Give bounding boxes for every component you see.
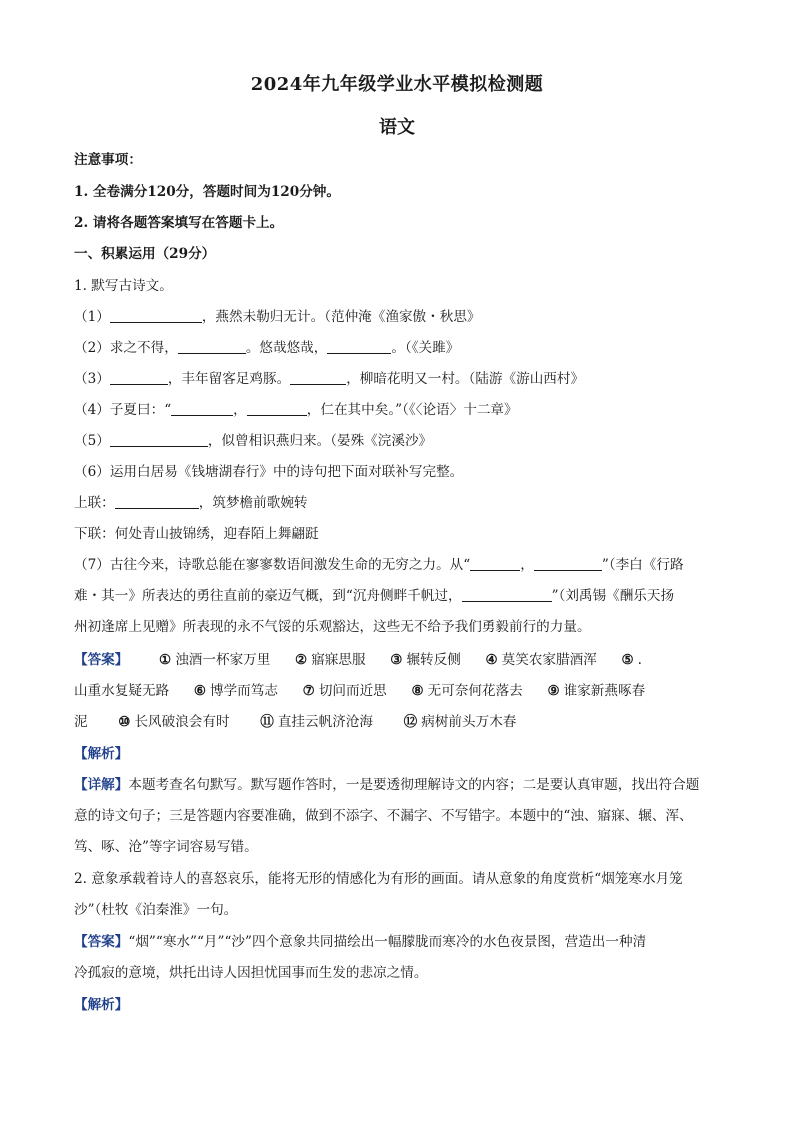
detail-text: 本题考查名句默写。默写题作答时，一是要透彻理解诗文的内容；二是要认真审题，找出符合题 bbox=[128, 777, 700, 793]
question-2-line-2: 沙”（杜牧《泊秦淮》一句。 bbox=[74, 902, 238, 918]
text: ，燕然未勒归无计。（范仲淹《渔家傲・秋思》 bbox=[201, 309, 481, 325]
text: （1） bbox=[74, 309, 110, 325]
answer-2-line-2: 冷孤寂的意境，烘托出诗人因担忧国事而生发的悲凉之情。 bbox=[74, 965, 428, 981]
question-1-part-3 bbox=[74, 369, 724, 389]
question-1-part-2 bbox=[74, 338, 724, 358]
analysis-label: 【解析】 bbox=[74, 746, 129, 762]
question-1-stem: 1. 默写古诗文。 bbox=[74, 278, 173, 294]
text: ， bbox=[233, 402, 247, 418]
text: ”（刘禹锡《酬乐天扬 bbox=[551, 588, 675, 604]
answer-number: ⑦ bbox=[302, 683, 315, 699]
question-1-part-7-line-1 bbox=[74, 555, 724, 575]
answer-text: . bbox=[637, 652, 642, 668]
answer-label: 【答案】 bbox=[74, 652, 129, 668]
answer-text: 长风破浪会有时 bbox=[134, 714, 230, 730]
answer-number: ⑥ bbox=[193, 683, 206, 699]
answer-text: 直挂云帆济沧海 bbox=[277, 714, 373, 730]
blank bbox=[115, 494, 199, 509]
answer-number: ② bbox=[295, 652, 308, 668]
text: 上联： bbox=[74, 495, 115, 511]
answer-text: 无可奈何花落去 bbox=[427, 683, 523, 699]
blank bbox=[178, 339, 246, 354]
text: ，柳暗花明又一村。（陆游《游山西村》 bbox=[346, 371, 585, 387]
couplet-lower: 下联：何处青山披锦绣，迎春陌上舞翩跹 bbox=[74, 526, 319, 542]
blank bbox=[110, 370, 168, 385]
answer-text: 寤寐思服 bbox=[311, 652, 366, 668]
answer-number: ⑧ bbox=[411, 683, 424, 699]
question-1-part-7-line-3: 州初逢席上见赠》所表现的永不气馁的乐观豁达，这些无不给予我们勇毅前行的力量。 bbox=[74, 619, 591, 635]
subject-title: 语文 bbox=[379, 117, 415, 138]
answer-number: ⑫ bbox=[403, 714, 418, 730]
answer-number: ⑩ bbox=[118, 714, 131, 730]
blank bbox=[171, 401, 233, 416]
answer-2-line-1 bbox=[74, 932, 724, 952]
text: ，仁在其中矣。”（《〈论语〉十二章》 bbox=[306, 402, 518, 418]
answer-text: 莫笑农家腊酒浑 bbox=[501, 652, 597, 668]
couplet-upper bbox=[74, 493, 724, 513]
detail-label: 【详解】 bbox=[74, 777, 129, 793]
answer-line-3 bbox=[74, 712, 724, 732]
blank bbox=[534, 556, 602, 571]
answer-line-2 bbox=[74, 681, 724, 701]
text: 。（《关雎》 bbox=[391, 340, 460, 356]
answer-number: ⑪ bbox=[260, 714, 274, 730]
question-1-part-1 bbox=[74, 307, 724, 327]
question-2-line-1: 2. 意象承载着诗人的喜怒哀乐，能将无形的情感化为有形的画面。请从意象的角度赏析“烟笼寒水月笼 bbox=[74, 871, 683, 887]
answer-text: 谁家新燕啄春 bbox=[563, 683, 646, 699]
answer-text: 病树前头万木春 bbox=[421, 714, 517, 730]
answer-text: 泥 bbox=[74, 714, 88, 730]
analysis-label-2: 【解析】 bbox=[74, 997, 129, 1013]
text: ”（李白《行路 bbox=[601, 557, 684, 573]
answer-number: ① bbox=[159, 652, 172, 668]
text: ，似曾相识燕归来。（晏殊《浣溪沙》 bbox=[207, 433, 433, 449]
text: （2）求之不得， bbox=[74, 340, 178, 356]
blank bbox=[247, 401, 307, 416]
text: ，筑梦檐前歌婉转 bbox=[198, 495, 308, 511]
answer-number: ④ bbox=[485, 652, 498, 668]
question-1-part-4 bbox=[74, 400, 724, 420]
text: ， bbox=[520, 557, 534, 573]
question-1-part-5 bbox=[74, 431, 724, 451]
answer-label: 【答案】 bbox=[74, 934, 129, 950]
answer-text: 辗转反侧 bbox=[406, 652, 461, 668]
blank bbox=[462, 587, 552, 602]
section-heading: 一、积累运用（29分） bbox=[74, 246, 216, 262]
notice-item-1: 1. 全卷满分120分，答题时间为120分钟。 bbox=[74, 184, 340, 200]
answer-text: 博学而笃志 bbox=[210, 683, 278, 699]
text: （5） bbox=[74, 433, 110, 449]
text: （3） bbox=[74, 371, 110, 387]
blank bbox=[327, 339, 391, 354]
detail-line-3: 笃、啄、沧”等字词容易写错。 bbox=[74, 839, 258, 855]
text: 难・其一》所表达的勇往直前的豪迈气概，到“沉舟侧畔千帆过， bbox=[74, 588, 462, 604]
blank bbox=[290, 370, 346, 385]
answer-text: 切问而近思 bbox=[318, 683, 387, 699]
question-1-part-6: （6）运用白居易《钱塘湖春行》中的诗句把下面对联补写完整。 bbox=[74, 464, 464, 480]
text: （4）子夏曰：“ bbox=[74, 402, 172, 418]
blank bbox=[470, 556, 520, 571]
answer-text: “烟”“寒水”“月”“沙”四个意象共同描绘出一幅朦胧而寒冷的水色夜景图，营造出一种清 bbox=[128, 934, 647, 950]
answer-number: ③ bbox=[390, 652, 403, 668]
text: 。悠哉悠哉， bbox=[245, 340, 328, 356]
answer-text: 浊酒一杯家万里 bbox=[175, 652, 271, 668]
question-1-part-7-line-2 bbox=[74, 586, 724, 606]
answer-number: ⑤ bbox=[621, 652, 634, 668]
detail-line-2: 意的诗文句子；三是答题内容要准确，做到不添字、不漏字、不写错字。本题中的“浊、寤寐、辗、浑、 bbox=[74, 808, 693, 824]
blank bbox=[110, 308, 202, 323]
notice-item-2: 2. 请将各题答案填写在答题卡上。 bbox=[74, 215, 284, 231]
page-title: 2024年九年级学业水平模拟检测题 bbox=[250, 74, 544, 95]
answer-text: 山重水复疑无路 bbox=[74, 683, 170, 699]
text: （7）古往今来，诗歌总能在寥寥数语间激发生命的无穷之力。从“ bbox=[74, 557, 471, 573]
detail-line-1 bbox=[74, 775, 724, 795]
blank bbox=[110, 432, 208, 447]
text: ，丰年留客足鸡豚。 bbox=[167, 371, 291, 387]
answer-line-1 bbox=[74, 650, 724, 670]
notice-heading: 注意事项： bbox=[74, 152, 142, 168]
answer-number: ⑨ bbox=[547, 683, 560, 699]
